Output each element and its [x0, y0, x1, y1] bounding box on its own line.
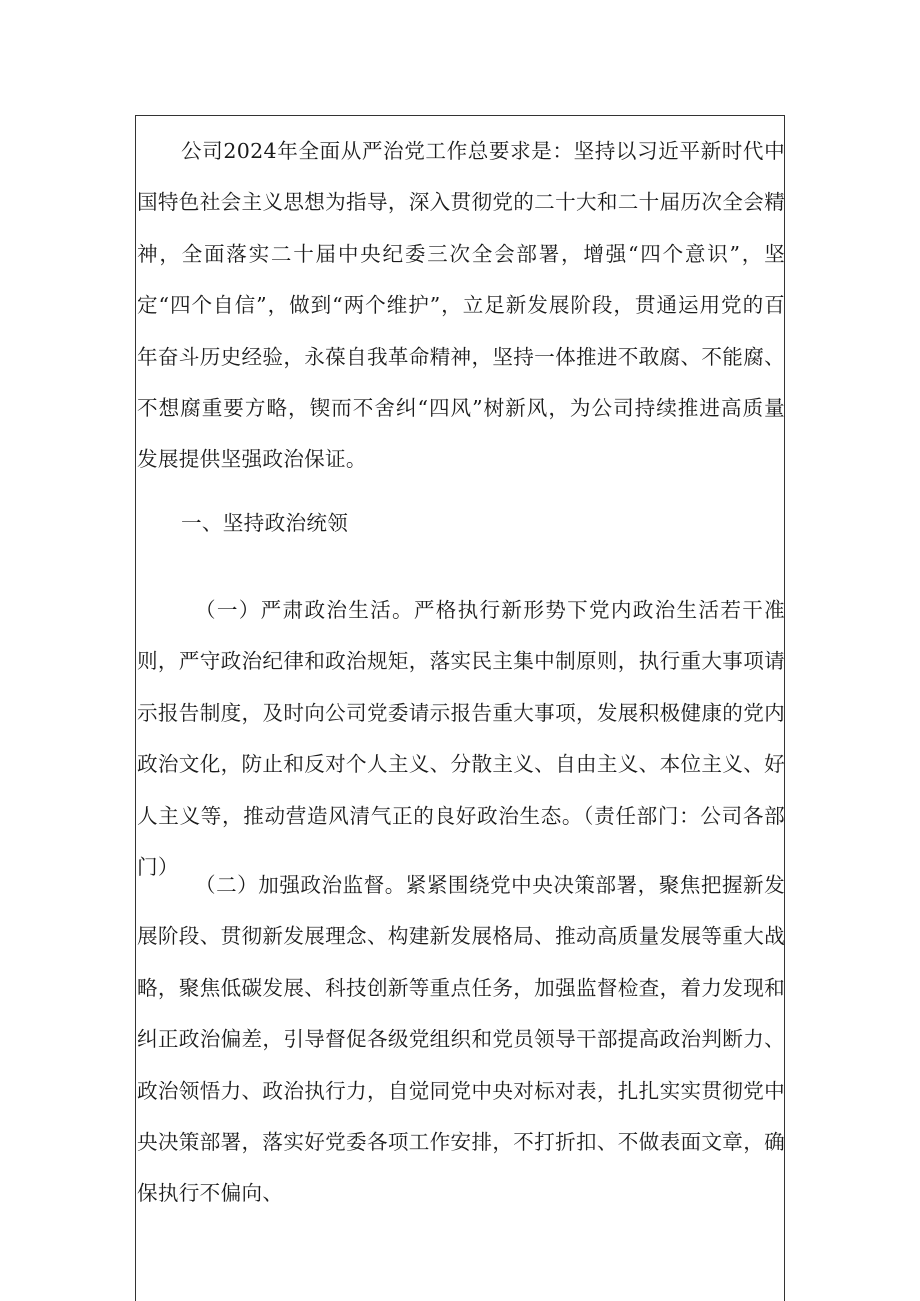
section-heading: 一、坚持政治统领: [181, 511, 349, 535]
item-paragraph-2: （二）加强政治监督。紧紧围绕党中央决策部署，聚焦把握新发展阶段、贯彻新发展理念、构建新发展格局、推动高质量发展等重大战略，聚焦低碳发展、科技创新等重点任务，加强监督检查，着力发现和纠正政治偏差，引导督促各级党组织和党员领导干部提高政治判断力、政治领悟力、政治执行力，自觉同党中央对标对表，扎扎实实贯彻党中央决策部署，落实好党委各项工作安排，不打折扣、不做表面文章，确保执行不偏向、: [137, 873, 785, 1206]
item-paragraph-1: （一）严肃政治生活。严格执行新形势下党内政治生活若干准则，严守政治纪律和政治规矩，落实民主集中制原则，执行重大事项请示报告制度，及时向公司党委请示报告重大事项，发展积极健康的党内政治文化，防止和反对个人主义、分散主义、自由主义、本位主义、好人主义等，推动营造风清气正的良好政治生态。（责任部门：公司各部门）: [137, 598, 785, 880]
intro-paragraph: 公司2024年全面从严治党工作总要求是：坚持以习近平新时代中国特色社会主义思想为指导，深入贯彻党的二十大和二十届历次全会精神，全面落实二十届中央纪委三次全会部署，增强“四个意识”，坚定“四个自信”，做到“两个维护”，立足新发展阶段，贯通运用党的百年奋斗历史经验，永葆自我革命精神，坚持一体推进不敢腐、不能腐、不想腐重要方略，锲而不舍纠“四风”树新风，为公司持续推进高质量发展提供坚强政治保证。: [137, 139, 785, 472]
